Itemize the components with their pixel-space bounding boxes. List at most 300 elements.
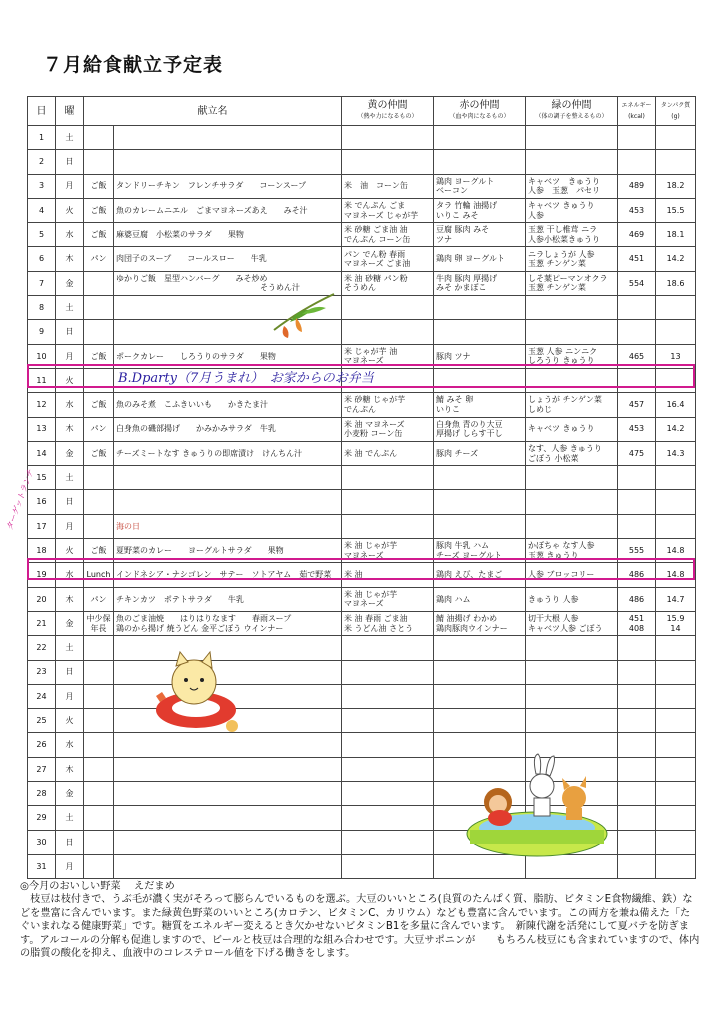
day-cell: 1 xyxy=(28,126,56,150)
red-group-cell xyxy=(434,684,526,708)
weekday-cell: 土 xyxy=(56,636,84,660)
menu-cell xyxy=(114,150,342,174)
protein-cell: 14.2 xyxy=(656,247,696,271)
staple-cell xyxy=(84,150,114,174)
table-row xyxy=(28,174,696,198)
staple-cell: ご飯 xyxy=(84,174,114,198)
staple-cell xyxy=(84,830,114,854)
red-group-cell: 白身魚 青のり大豆 厚揚げ しらす干し xyxy=(434,417,526,441)
header-row xyxy=(28,97,696,126)
yellow-group-cell: 米 油 コーン缶 xyxy=(342,174,434,198)
energy-cell: 489 xyxy=(618,174,656,198)
protein-cell: 18.6 xyxy=(656,271,696,295)
red-group-cell: 鶏肉 ヨーグルト ベーコン xyxy=(434,174,526,198)
day-cell: 20 xyxy=(28,587,56,611)
yellow-group-cell xyxy=(342,684,434,708)
header-red xyxy=(434,97,526,126)
red-group-cell: タラ 竹輪 油揚げ いりこ みそ xyxy=(434,198,526,222)
green-group-cell xyxy=(526,490,618,514)
day-cell: 3 xyxy=(28,174,56,198)
weekday-cell: 木 xyxy=(56,587,84,611)
day-cell: 6 xyxy=(28,247,56,271)
green-group-cell xyxy=(526,684,618,708)
energy-cell xyxy=(618,854,656,878)
protein-cell: 16.4 xyxy=(656,393,696,417)
energy-cell xyxy=(618,126,656,150)
protein-cell xyxy=(656,466,696,490)
green-group-cell: 玉葱 干し椎茸 ニラ 人参小松菜きゅうり xyxy=(526,223,618,247)
energy-cell: 457 xyxy=(618,393,656,417)
footer-body: 枝豆は枝付きで、うぶ毛が濃く実がそろって膨らんでいるものを選ぶ。大豆のいいところ(良質のたんぱく質、脂肪、ビタミンE食物繊維、鉄）などを豊富に含んでいます。また緑黄色野菜のいいところ(カロテン、ビタミンC、カリウム）なども豊富に含んでいます。この両方を兼ね備えた「たぐいまれなる健康野菜」です。糖質をエネルギー変えるとき欠かせないビタミンB1を多量に含んでいます。 新陳代謝を活発にして夏バテを防ぎます。アルコールの分解も促進しますので、ビールと枝豆は合理的な組み合わせです。大豆サポニンが もちろん枝豆にも含まれていますので、体内の脂質の酸化を抑え、血液中のコレステロール値を下げる働きをします。 xyxy=(20,894,700,960)
protein-cell xyxy=(656,126,696,150)
weekday-cell: 金 xyxy=(56,611,84,635)
green-group-cell: 人参 ブロッコリー xyxy=(526,563,618,587)
table-row xyxy=(28,393,696,417)
weekday-cell: 金 xyxy=(56,271,84,295)
header-energy-label: エネルギー xyxy=(621,102,652,109)
table-row xyxy=(28,441,696,465)
header-red-label: 赤の仲間 xyxy=(459,100,500,111)
day-cell: 29 xyxy=(28,806,56,830)
table-row xyxy=(28,636,696,660)
menu-cell: 魚のみそ煮 こふきいいも かきたま汁 xyxy=(114,393,342,417)
day-cell: 11 xyxy=(28,368,56,392)
day-cell: 16 xyxy=(28,490,56,514)
green-group-cell xyxy=(526,709,618,733)
menu-cell: 魚のごま油焼 はりはりなます 春雨スープ 鶏のから揚げ 焼うどん 金平ごぼう ウインナー xyxy=(114,611,342,635)
red-group-cell: 牛肉 豚肉 厚揚げ みそ かまぼこ xyxy=(434,271,526,295)
green-group-cell xyxy=(526,466,618,490)
yellow-group-cell xyxy=(342,514,434,538)
protein-cell: 14.8 xyxy=(656,539,696,563)
staple-cell: ご飯 xyxy=(84,344,114,368)
menu-cell xyxy=(114,126,342,150)
energy-cell xyxy=(618,757,656,781)
menu-cell: 夏野菜のカレー ヨーグルトサラダ 果物 xyxy=(114,539,342,563)
yellow-group-cell xyxy=(342,150,434,174)
energy-cell: 475 xyxy=(618,441,656,465)
yellow-group-cell xyxy=(342,636,434,660)
energy-cell: 469 xyxy=(618,223,656,247)
yellow-group-cell xyxy=(342,490,434,514)
green-group-cell: 玉葱 人参 ニンニク しろうり きゅうり xyxy=(526,344,618,368)
staple-cell xyxy=(84,126,114,150)
red-group-cell: 豚肉 牛乳 ハム チーズ ヨーグルト xyxy=(434,539,526,563)
table-row xyxy=(28,709,696,733)
protein-cell xyxy=(656,660,696,684)
staple-cell xyxy=(84,636,114,660)
day-cell: 24 xyxy=(28,684,56,708)
day-cell: 12 xyxy=(28,393,56,417)
day-cell: 8 xyxy=(28,296,56,320)
staple-cell: ご飯 xyxy=(84,198,114,222)
protein-cell: 14.2 xyxy=(656,417,696,441)
protein-cell xyxy=(656,320,696,344)
green-group-cell: キャベツ きゅうり xyxy=(526,417,618,441)
footer-heading: ◎今月のおいしい野菜 えだまめ xyxy=(20,881,175,892)
cat-swim-ring-icon xyxy=(146,648,246,738)
menu-cell: ポークカレー しろうりのサラダ 果物 xyxy=(114,344,342,368)
red-group-cell xyxy=(434,150,526,174)
weekday-cell: 月 xyxy=(56,514,84,538)
red-group-cell: 鶏肉 ハム xyxy=(434,587,526,611)
red-group-cell xyxy=(434,320,526,344)
protein-cell xyxy=(656,854,696,878)
table-row xyxy=(28,223,696,247)
day-cell: 9 xyxy=(28,320,56,344)
header-protein-unit: (g) xyxy=(671,113,680,120)
green-group-cell: しょうが チンゲン菜 しめじ xyxy=(526,393,618,417)
weekday-cell: 日 xyxy=(56,490,84,514)
yellow-group-cell xyxy=(342,830,434,854)
staple-cell xyxy=(84,854,114,878)
weekday-cell: 水 xyxy=(56,563,84,587)
protein-cell: 15.5 xyxy=(656,198,696,222)
green-group-cell xyxy=(526,150,618,174)
bamboo-leaf-icon xyxy=(270,290,338,338)
protein-cell: 18.2 xyxy=(656,174,696,198)
yellow-group-cell xyxy=(342,296,434,320)
weekday-cell: 土 xyxy=(56,806,84,830)
energy-cell: 486 xyxy=(618,563,656,587)
menu-cell xyxy=(114,830,342,854)
day-cell: 23 xyxy=(28,660,56,684)
day-cell: 7 xyxy=(28,271,56,295)
yellow-group-cell xyxy=(342,782,434,806)
yellow-group-cell xyxy=(342,126,434,150)
table-row xyxy=(28,587,696,611)
red-group-cell: 豚肉 チーズ xyxy=(434,441,526,465)
header-yellow-label: 黄の仲間 xyxy=(367,100,408,111)
table-row xyxy=(28,198,696,222)
staple-cell xyxy=(84,296,114,320)
protein-cell: 14.7 xyxy=(656,587,696,611)
energy-cell: 465 xyxy=(618,344,656,368)
day-cell: 22 xyxy=(28,636,56,660)
green-group-cell: キャベツ きゅうり 人参 玉葱 パセリ xyxy=(526,174,618,198)
protein-cell: 13 xyxy=(656,344,696,368)
energy-cell xyxy=(618,296,656,320)
staple-cell: ご飯 xyxy=(84,393,114,417)
red-group-cell: 豚肉 ツナ xyxy=(434,344,526,368)
green-group-cell xyxy=(526,296,618,320)
header-weekday: 曜 xyxy=(56,97,84,126)
protein-cell xyxy=(656,830,696,854)
energy-cell xyxy=(618,782,656,806)
yellow-group-cell: 米 油 春雨 ごま油 米 うどん油 さとう xyxy=(342,611,434,635)
staple-cell xyxy=(84,320,114,344)
green-group-cell xyxy=(526,636,618,660)
page-title: ７月給食献立予定表 xyxy=(43,54,224,76)
yellow-group-cell: パン でん粉 春雨 マヨネーズ ごま油 xyxy=(342,247,434,271)
energy-cell xyxy=(618,320,656,344)
staple-cell xyxy=(84,466,114,490)
day-cell: 21 xyxy=(28,611,56,635)
yellow-group-cell xyxy=(342,854,434,878)
staple-cell: Lunch xyxy=(84,563,114,587)
staple-cell: ご飯 xyxy=(84,441,114,465)
header-protein xyxy=(656,97,696,126)
day-cell: 18 xyxy=(28,539,56,563)
red-group-cell xyxy=(434,490,526,514)
menu-cell xyxy=(114,806,342,830)
protein-cell xyxy=(656,782,696,806)
green-group-cell: 切干大根 人参 キャベツ人参 ごぼう xyxy=(526,611,618,635)
weekday-cell: 水 xyxy=(56,393,84,417)
green-group-cell: きゅうり 人参 xyxy=(526,587,618,611)
weekday-cell: 月 xyxy=(56,684,84,708)
header-yellow xyxy=(342,97,434,126)
menu-cell: タンドリーチキン フレンチサラダ コーンスープ xyxy=(114,174,342,198)
staple-cell: ご飯 xyxy=(84,539,114,563)
day-cell: 25 xyxy=(28,709,56,733)
menu-cell xyxy=(114,854,342,878)
table-row xyxy=(28,660,696,684)
menu-cell: チーズミートなす きゅうりの即席漬け けんちん汁 xyxy=(114,441,342,465)
energy-cell: 554 xyxy=(618,271,656,295)
day-cell: 13 xyxy=(28,417,56,441)
staple-cell xyxy=(84,709,114,733)
weekday-cell: 土 xyxy=(56,296,84,320)
weekday-cell: 火 xyxy=(56,709,84,733)
day-cell: 27 xyxy=(28,757,56,781)
yellow-group-cell: 米 油 じゃが芋 マヨネーズ xyxy=(342,587,434,611)
energy-cell: 453 xyxy=(618,198,656,222)
staple-cell: パン xyxy=(84,247,114,271)
day-cell: 15 xyxy=(28,466,56,490)
protein-cell xyxy=(656,490,696,514)
green-group-cell xyxy=(526,126,618,150)
menu-cell: ゆかりご飯 星型ハンバーグ みそ炒め そうめん汁 xyxy=(114,271,342,295)
yellow-group-cell xyxy=(342,660,434,684)
header-day: 日 xyxy=(28,97,56,126)
energy-cell: 486 xyxy=(618,587,656,611)
energy-cell xyxy=(618,830,656,854)
protein-cell: 15.9 14 xyxy=(656,611,696,635)
protein-cell xyxy=(656,684,696,708)
red-group-cell xyxy=(434,514,526,538)
weekday-cell: 木 xyxy=(56,417,84,441)
table-row xyxy=(28,296,696,320)
staple-cell xyxy=(84,733,114,757)
green-group-cell xyxy=(526,320,618,344)
day-cell: 28 xyxy=(28,782,56,806)
staple-cell: ご飯 xyxy=(84,223,114,247)
yellow-group-cell xyxy=(342,757,434,781)
table-row xyxy=(28,320,696,344)
weekday-cell: 日 xyxy=(56,830,84,854)
menu-cell: 麻婆豆腐 小松菜のサラダ 果物 xyxy=(114,223,342,247)
yellow-group-cell: 米 砂糖 ごま油 油 でんぷん コーン缶 xyxy=(342,223,434,247)
menu-cell xyxy=(114,782,342,806)
energy-cell: 451 408 xyxy=(618,611,656,635)
green-group-cell: しそ葉ピーマンオクラ 玉葱 チンゲン菜 xyxy=(526,271,618,295)
yellow-group-cell: 米 じゃが芋 油 マヨネーズ xyxy=(342,344,434,368)
weekday-cell: 土 xyxy=(56,126,84,150)
table-row xyxy=(28,611,696,635)
header-energy xyxy=(618,97,656,126)
weekday-cell: 火 xyxy=(56,368,84,392)
weekday-cell: 水 xyxy=(56,223,84,247)
protein-cell xyxy=(656,709,696,733)
table-row xyxy=(28,684,696,708)
yellow-group-cell: 米 でんぷん ごま マヨネーズ じゃが芋 xyxy=(342,198,434,222)
weekday-cell: 月 xyxy=(56,854,84,878)
yellow-group-cell xyxy=(342,709,434,733)
protein-cell xyxy=(656,514,696,538)
weekday-cell: 木 xyxy=(56,247,84,271)
table-row xyxy=(28,490,696,514)
weekday-cell: 金 xyxy=(56,441,84,465)
staple-cell: パン xyxy=(84,417,114,441)
energy-cell xyxy=(618,490,656,514)
energy-cell xyxy=(618,684,656,708)
weekday-cell: 火 xyxy=(56,539,84,563)
header-yellow-sub: （熱や力になるもの） xyxy=(357,113,418,120)
yellow-group-cell xyxy=(342,320,434,344)
day-cell: 2 xyxy=(28,150,56,174)
header-green-label: 緑の仲間 xyxy=(551,100,592,111)
menu-cell: 肉団子のスープ コールスロー 牛乳 xyxy=(114,247,342,271)
menu-cell: 魚のカレームニエル ごまマヨネーズあえ みそ汁 xyxy=(114,198,342,222)
header-green xyxy=(526,97,618,126)
red-group-cell xyxy=(434,709,526,733)
green-group-cell: かぼちゃ なす人参 玉葱 きゅうり xyxy=(526,539,618,563)
day11-handwritten-note: B.Dparty（7月うまれ） お家からのお弁当 xyxy=(118,371,374,386)
red-group-cell xyxy=(434,466,526,490)
protein-cell xyxy=(656,806,696,830)
red-group-cell xyxy=(434,636,526,660)
yellow-group-cell: 米 砂糖 じゃが芋 でんぷん xyxy=(342,393,434,417)
energy-cell xyxy=(618,636,656,660)
day-cell: 5 xyxy=(28,223,56,247)
table-row xyxy=(28,126,696,150)
day-cell: 4 xyxy=(28,198,56,222)
staple-cell xyxy=(84,514,114,538)
staple-cell xyxy=(84,660,114,684)
weekday-cell: 日 xyxy=(56,320,84,344)
protein-cell xyxy=(656,150,696,174)
weekday-cell: 月 xyxy=(56,174,84,198)
day-cell: 30 xyxy=(28,830,56,854)
protein-cell xyxy=(656,296,696,320)
day-cell: 17 xyxy=(28,514,56,538)
day-cell: 31 xyxy=(28,854,56,878)
energy-cell xyxy=(618,733,656,757)
protein-cell xyxy=(656,636,696,660)
header-energy-unit: (kcal) xyxy=(628,113,645,120)
weekday-cell: 火 xyxy=(56,198,84,222)
table-row xyxy=(28,466,696,490)
day-cell: 26 xyxy=(28,733,56,757)
weekday-cell: 土 xyxy=(56,466,84,490)
red-group-cell xyxy=(434,660,526,684)
weekday-cell: 水 xyxy=(56,733,84,757)
green-group-cell xyxy=(526,660,618,684)
yellow-group-cell: 米 油 じゃが芋 マヨネーズ xyxy=(342,539,434,563)
table-row xyxy=(28,150,696,174)
weekday-cell: 木 xyxy=(56,757,84,781)
energy-cell: 555 xyxy=(618,539,656,563)
weekday-cell: 金 xyxy=(56,782,84,806)
margin-handwritten-note: ターゲットランチ xyxy=(4,468,36,532)
red-group-cell: 鶏肉 えび、たまご xyxy=(434,563,526,587)
energy-cell xyxy=(618,514,656,538)
day-cell: 10 xyxy=(28,344,56,368)
yellow-group-cell xyxy=(342,733,434,757)
yellow-group-cell xyxy=(342,466,434,490)
menu-cell xyxy=(114,490,342,514)
header-green-sub: （体の調子を整えるもの） xyxy=(535,113,608,120)
energy-cell xyxy=(618,466,656,490)
protein-cell: 14.3 xyxy=(656,441,696,465)
table-row xyxy=(28,514,696,538)
staple-cell xyxy=(84,782,114,806)
menu-cell: インドネシア・ナシゴレン サテー ソトアヤム 茹で野菜 xyxy=(114,563,342,587)
yellow-group-cell: 米 油 マヨネーズ 小麦粉 コーン缶 xyxy=(342,417,434,441)
table-row xyxy=(28,271,696,295)
protein-cell xyxy=(656,757,696,781)
green-group-cell: なす、人参 きゅうり ごぼう 小松菜 xyxy=(526,441,618,465)
energy-cell xyxy=(618,806,656,830)
yellow-group-cell: 米 油 砂糖 パン粉 そうめん xyxy=(342,271,434,295)
table-row xyxy=(28,247,696,271)
green-group-cell xyxy=(526,514,618,538)
day19-highlight-box xyxy=(27,558,695,580)
protein-cell xyxy=(656,733,696,757)
energy-cell: 453 xyxy=(618,417,656,441)
menu-cell: 白身魚の磯部揚げ かみかみサラダ 牛乳 xyxy=(114,417,342,441)
staple-cell xyxy=(84,806,114,830)
day-cell: 14 xyxy=(28,441,56,465)
header-protein-label: タンパク質 xyxy=(660,102,691,109)
menu-cell: 海の日 xyxy=(114,514,342,538)
yellow-group-cell xyxy=(342,806,434,830)
red-group-cell: 鯖 みそ 卵 いりこ xyxy=(434,393,526,417)
red-group-cell xyxy=(434,296,526,320)
green-group-cell: ニラしょうが 人参 玉葱 チンゲン菜 xyxy=(526,247,618,271)
energy-cell: 451 xyxy=(618,247,656,271)
kids-pool-animals-icon xyxy=(462,752,612,860)
red-group-cell: 豆腐 豚肉 みそ ツナ xyxy=(434,223,526,247)
green-group-cell: キャベツ きゅうり 人参 xyxy=(526,198,618,222)
staple-cell xyxy=(84,271,114,295)
protein-cell: 18.1 xyxy=(656,223,696,247)
weekday-cell: 日 xyxy=(56,150,84,174)
red-group-cell: 鶏肉 卵 ヨーグルト xyxy=(434,247,526,271)
protein-cell: 14.8 xyxy=(656,563,696,587)
staple-cell xyxy=(84,757,114,781)
weekday-cell: 日 xyxy=(56,660,84,684)
staple-cell xyxy=(84,490,114,514)
staple-cell: パン xyxy=(84,587,114,611)
staple-cell: 中少保 年長 xyxy=(84,611,114,635)
menu-cell xyxy=(114,757,342,781)
energy-cell xyxy=(618,660,656,684)
energy-cell xyxy=(618,709,656,733)
energy-cell xyxy=(618,150,656,174)
menu-cell: チキンカツ ポテトサラダ 牛乳 xyxy=(114,587,342,611)
red-group-cell xyxy=(434,126,526,150)
menu-cell xyxy=(114,466,342,490)
footer-vegetable-note xyxy=(20,880,700,960)
table-row xyxy=(28,417,696,441)
header-menu: 献立名 xyxy=(84,97,342,126)
header-red-sub: （血や肉になるもの） xyxy=(449,113,510,120)
staple-cell xyxy=(84,684,114,708)
yellow-group-cell: 米 油 xyxy=(342,563,434,587)
red-group-cell: 鯖 油揚げ わかめ 鶏肉豚肉ウインナー xyxy=(434,611,526,635)
